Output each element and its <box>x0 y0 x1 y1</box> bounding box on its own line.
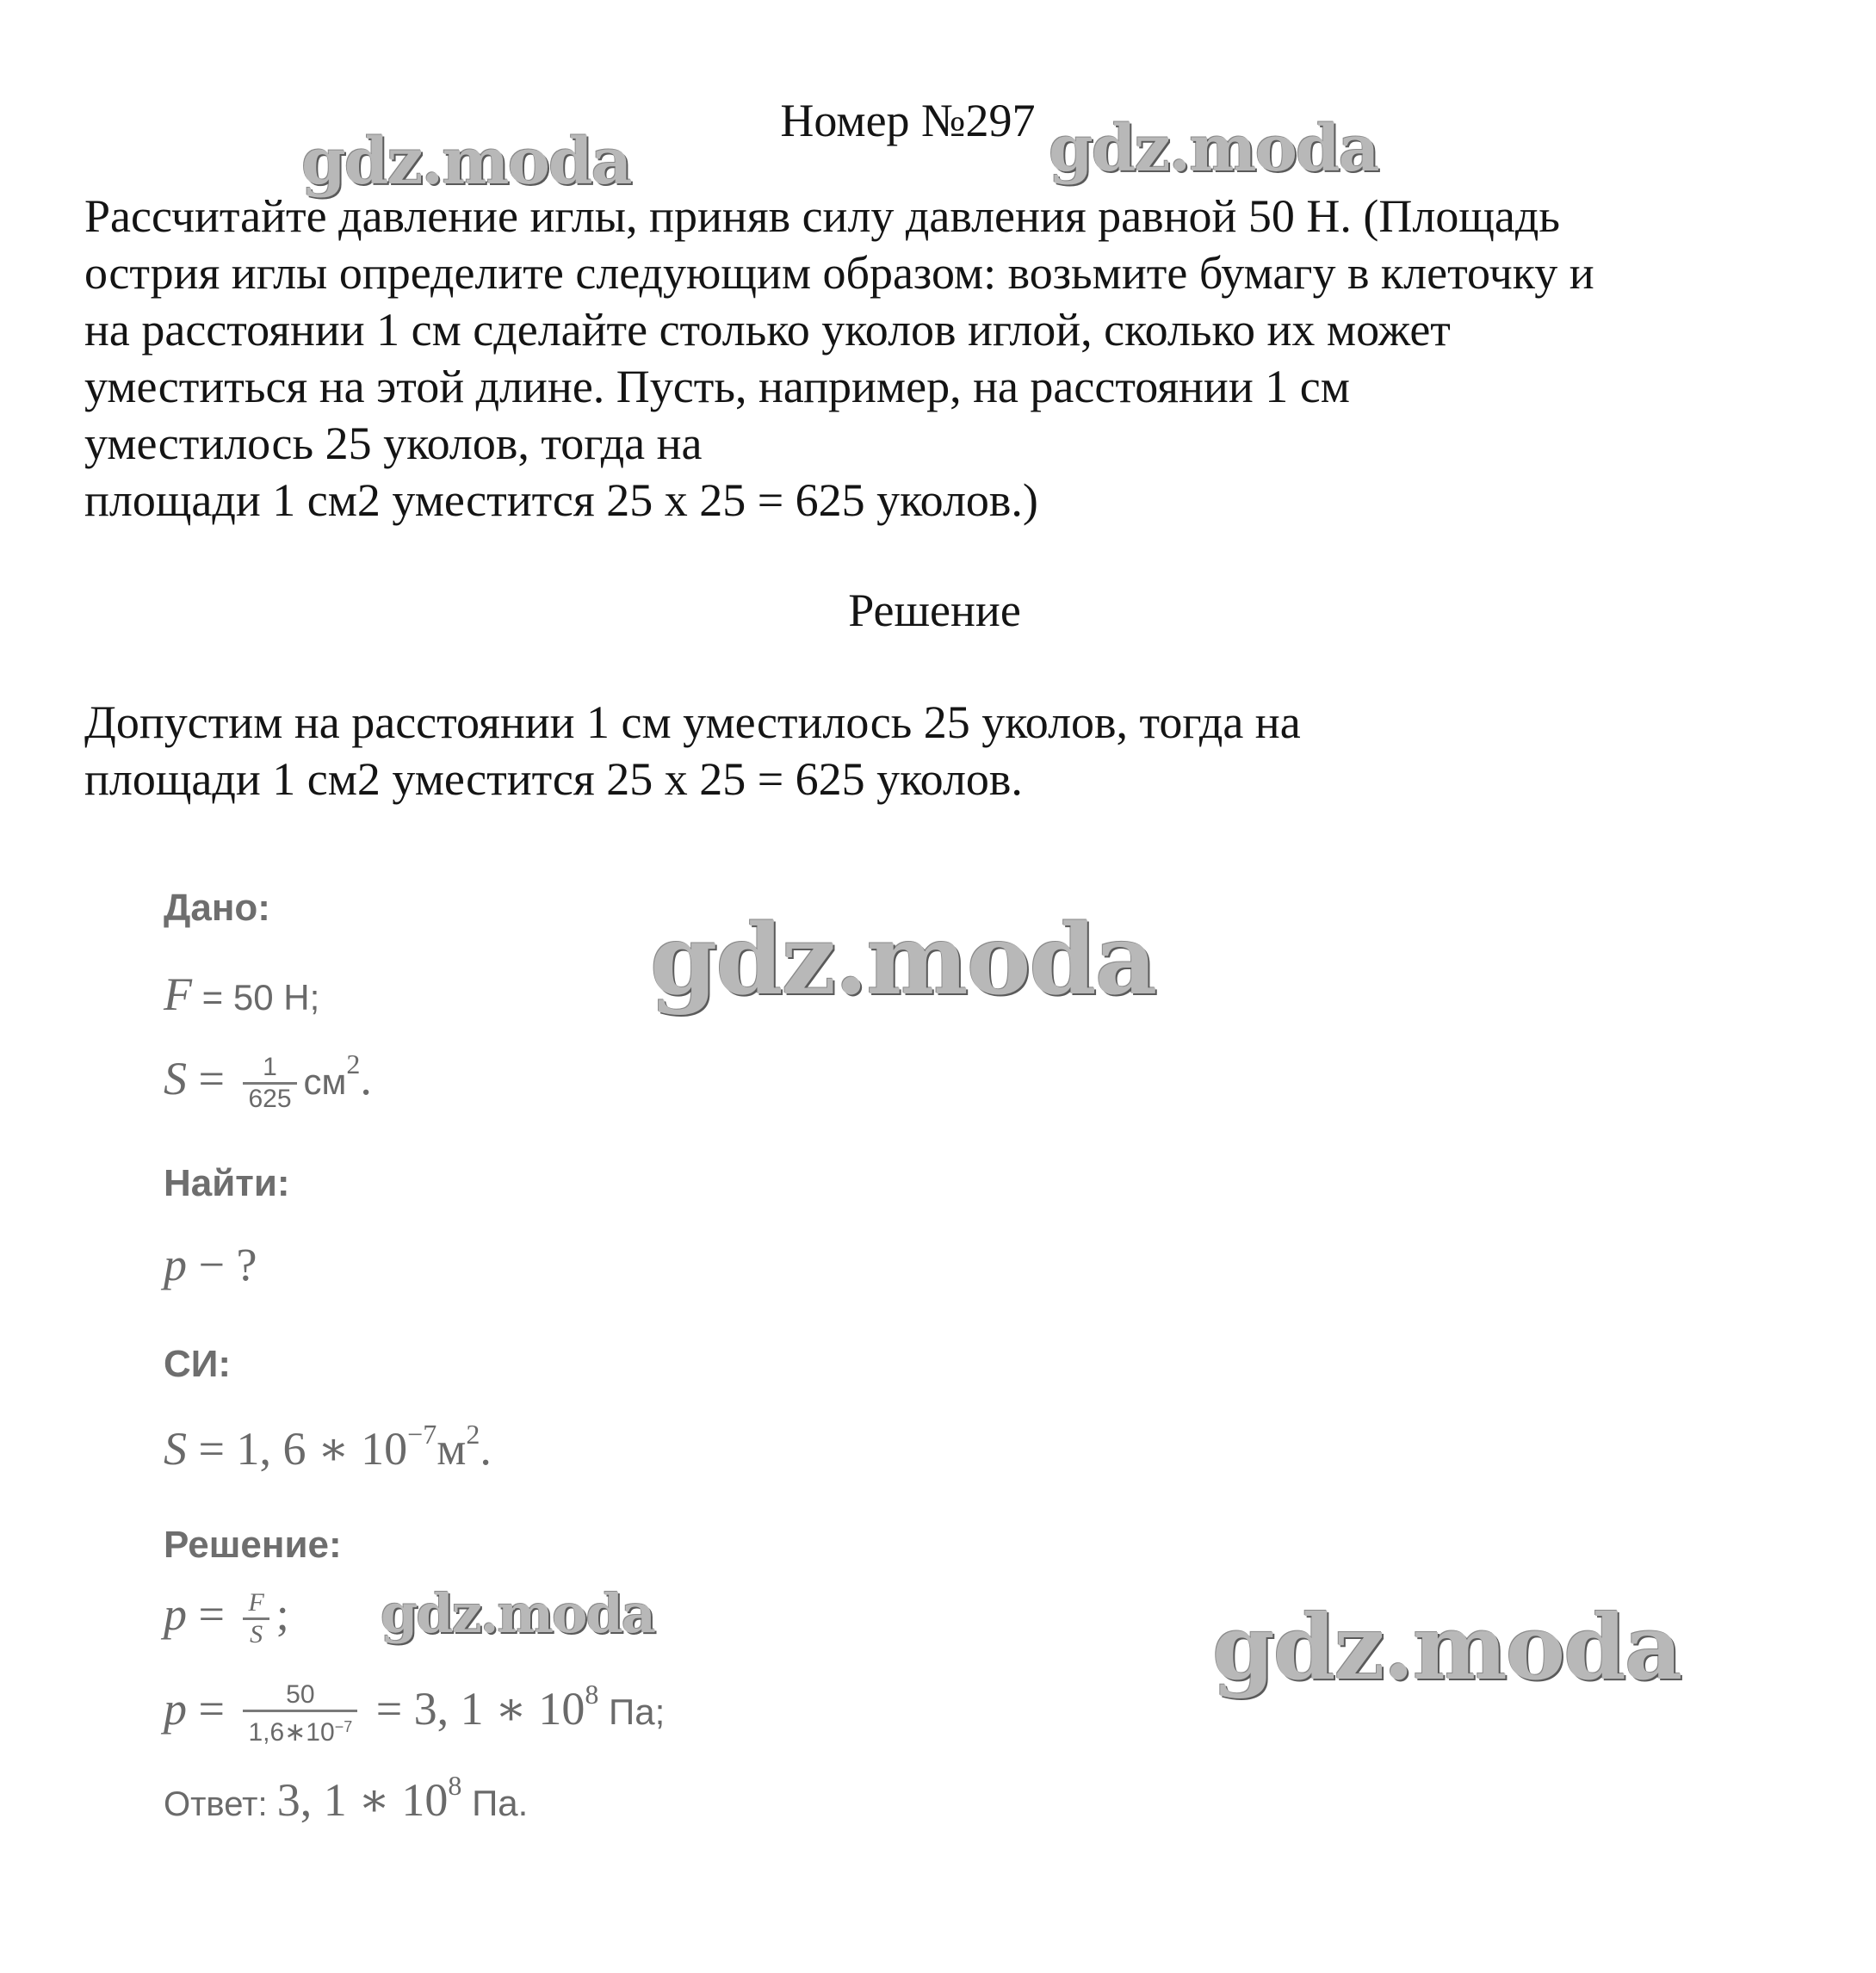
formula-equals: = <box>187 1588 237 1640</box>
si-end: . <box>480 1423 492 1475</box>
watermark: gdz.moda <box>381 1582 654 1645</box>
solution-text <box>84 694 1301 807</box>
formula-variable: p <box>164 1588 187 1640</box>
problem-line: острия иглы определите следующим образом: возьмите бумагу в клеточку и <box>84 247 1594 299</box>
si-exponent: −7 <box>407 1419 437 1450</box>
area-variable: S <box>164 1053 187 1104</box>
area-denominator: 625 <box>248 1085 292 1114</box>
force-variable: F <box>164 968 192 1020</box>
page-title: Номер №297 <box>780 95 1036 146</box>
answer <box>164 1770 528 1827</box>
solution-label: Решение: <box>164 1524 342 1566</box>
solution-line: Допустим на расстоянии 1 см уместилось 25 уколов, тогда на <box>84 696 1301 748</box>
formula-denominator: S <box>250 1620 263 1649</box>
find-unknown <box>164 1238 257 1291</box>
answer-exponent: 8 <box>448 1770 462 1801</box>
calc-denominator-exponent: −7 <box>334 1717 353 1735</box>
si-variable: S <box>164 1423 187 1475</box>
si-power: 2 <box>466 1419 480 1450</box>
find-rest: − ? <box>187 1239 257 1290</box>
area-fraction <box>243 1053 296 1114</box>
given-label: Дано: <box>164 887 270 929</box>
solution-line: площади 1 см2 уместится 25 х 25 = 625 уколов. <box>84 753 1023 805</box>
watermark: gdz.moda <box>1049 112 1378 186</box>
problem-statement <box>84 188 1806 529</box>
area-given <box>164 1048 372 1114</box>
calc-variable: p <box>164 1683 187 1735</box>
force-value: = 50 Н; <box>192 977 320 1017</box>
answer-label: Ответ: <box>164 1785 277 1823</box>
area-end: . <box>360 1053 372 1104</box>
calc-denominator <box>243 1712 357 1747</box>
pressure-variable: p <box>164 1239 187 1290</box>
problem-line: уместилось 25 уколов, тогда на <box>84 417 703 469</box>
problem-line: уместиться на этой длине. Пусть, например, на расстоянии 1 см <box>84 361 1350 412</box>
si-value: = 1, 6 ∗ 10 <box>187 1423 408 1475</box>
calc-numerator: 50 <box>243 1680 357 1712</box>
watermark: gdz.moda <box>301 125 631 199</box>
pressure-calculation <box>164 1679 665 1747</box>
si-label: СИ: <box>164 1343 232 1385</box>
si-conversion <box>164 1419 492 1475</box>
force-given <box>164 968 319 1021</box>
calc-exponent: 8 <box>585 1679 599 1710</box>
watermark: gdz.moda <box>650 904 1156 1017</box>
calc-denominator-base: 1,6∗10 <box>248 1717 335 1747</box>
problem-line: площади 1 см2 уместится 25 х 25 = 625 уколов.) <box>84 474 1038 526</box>
solution-heading: Решение <box>848 584 1021 636</box>
area-power: 2 <box>346 1048 361 1079</box>
formula-fraction <box>243 1588 269 1649</box>
formula-end: ; <box>276 1588 289 1640</box>
answer-value: 3, 1 ∗ 10 <box>276 1774 449 1826</box>
find-label: Найти: <box>164 1162 290 1204</box>
calc-unit: Па; <box>598 1692 666 1732</box>
area-numerator: 1 <box>243 1053 296 1085</box>
watermark: gdz.moda <box>1212 1594 1681 1700</box>
calc-result: = 3, 1 ∗ 10 <box>364 1683 585 1735</box>
area-unit: см <box>303 1061 347 1102</box>
problem-line: на расстоянии 1 см сделайте столько уколов иглой, сколько их может <box>84 304 1451 356</box>
area-equals: = <box>187 1053 237 1104</box>
problem-line: Рассчитайте давление иглы, приняв силу давления равной 50 Н. (Площадь <box>84 190 1560 242</box>
calc-fraction <box>243 1680 357 1747</box>
calc-equals: = <box>187 1683 237 1735</box>
pressure-formula <box>164 1587 289 1649</box>
si-unit: м <box>436 1423 467 1475</box>
formula-numerator: F <box>243 1588 269 1620</box>
answer-unit: Па. <box>461 1783 529 1823</box>
